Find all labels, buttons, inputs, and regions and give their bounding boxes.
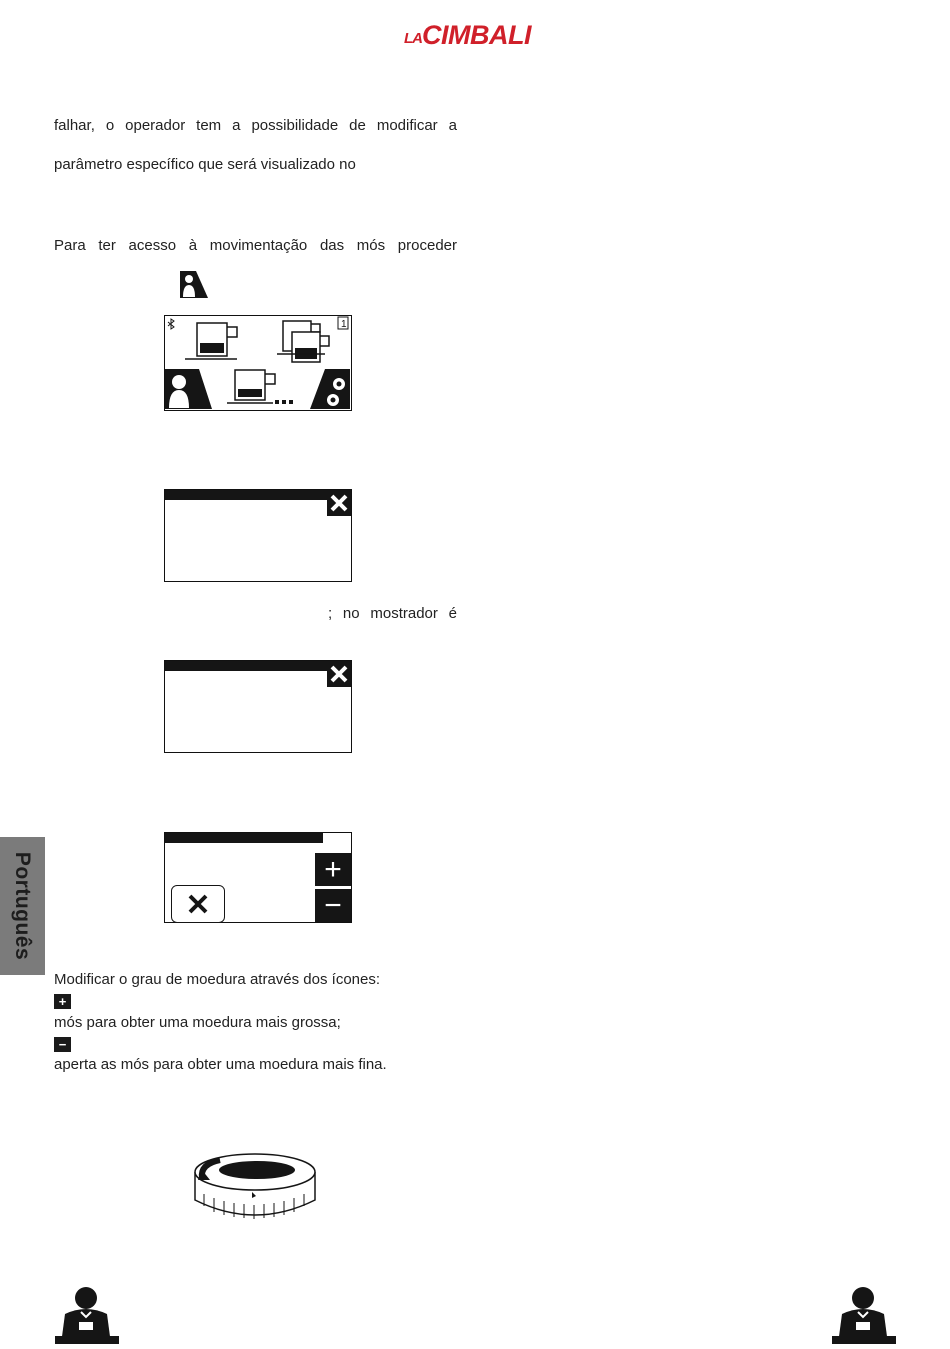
cup-more-icon xyxy=(227,370,293,404)
close-x-icon[interactable] xyxy=(327,490,351,516)
close-x-icon[interactable] xyxy=(171,885,225,923)
grinder-dial-icon xyxy=(190,1150,320,1222)
gear-icon xyxy=(310,369,350,409)
brand-logo xyxy=(404,20,546,56)
paragraph-4-line-2: mós para obter uma moedura mais grossa; xyxy=(54,1014,341,1031)
minus-inline-icon: − xyxy=(54,1036,71,1054)
paragraph-3-line-1: ; no mostrador é xyxy=(328,605,457,622)
barista-icon xyxy=(832,1284,896,1344)
plus-button[interactable]: + xyxy=(315,853,351,886)
main-display-screen xyxy=(164,315,352,411)
espresso-cup-icon xyxy=(185,323,237,359)
user-icon xyxy=(165,369,212,409)
language-label: Português xyxy=(11,851,34,961)
user-icon xyxy=(180,271,210,298)
logo-prefix: LA xyxy=(404,30,422,47)
settings-screen-1 xyxy=(164,489,352,582)
grind-adjust-screen xyxy=(164,832,352,923)
paragraph-1-line-1: falhar, o operador tem a possibilidade de modificar a xyxy=(54,117,457,134)
svg-text:1: 1 xyxy=(341,319,347,330)
plus-inline-icon: + xyxy=(54,993,71,1011)
double-cup-icon xyxy=(277,321,329,362)
paragraph-2-line-1: Para ter acesso à movimentação das mós proceder xyxy=(54,237,457,254)
minus-button[interactable]: − xyxy=(315,889,351,922)
barista-icon xyxy=(55,1284,119,1344)
paragraph-4-line-3: aperta as mós para obter uma moedura mais fina. xyxy=(54,1056,387,1073)
settings-screen-2 xyxy=(164,660,352,753)
title-bar xyxy=(165,833,323,843)
title-bar xyxy=(165,490,327,500)
bluetooth-icon xyxy=(168,319,174,329)
paragraph-4-line-1: Modificar o grau de moedura através dos ícones: xyxy=(54,971,381,988)
title-bar xyxy=(165,661,327,671)
logo-main: CIMBALI xyxy=(422,20,531,50)
close-x-icon[interactable] xyxy=(327,661,351,687)
paragraph-1-line-2: parâmetro específico que será visualizado no xyxy=(54,156,356,173)
language-side-tab xyxy=(0,837,45,975)
